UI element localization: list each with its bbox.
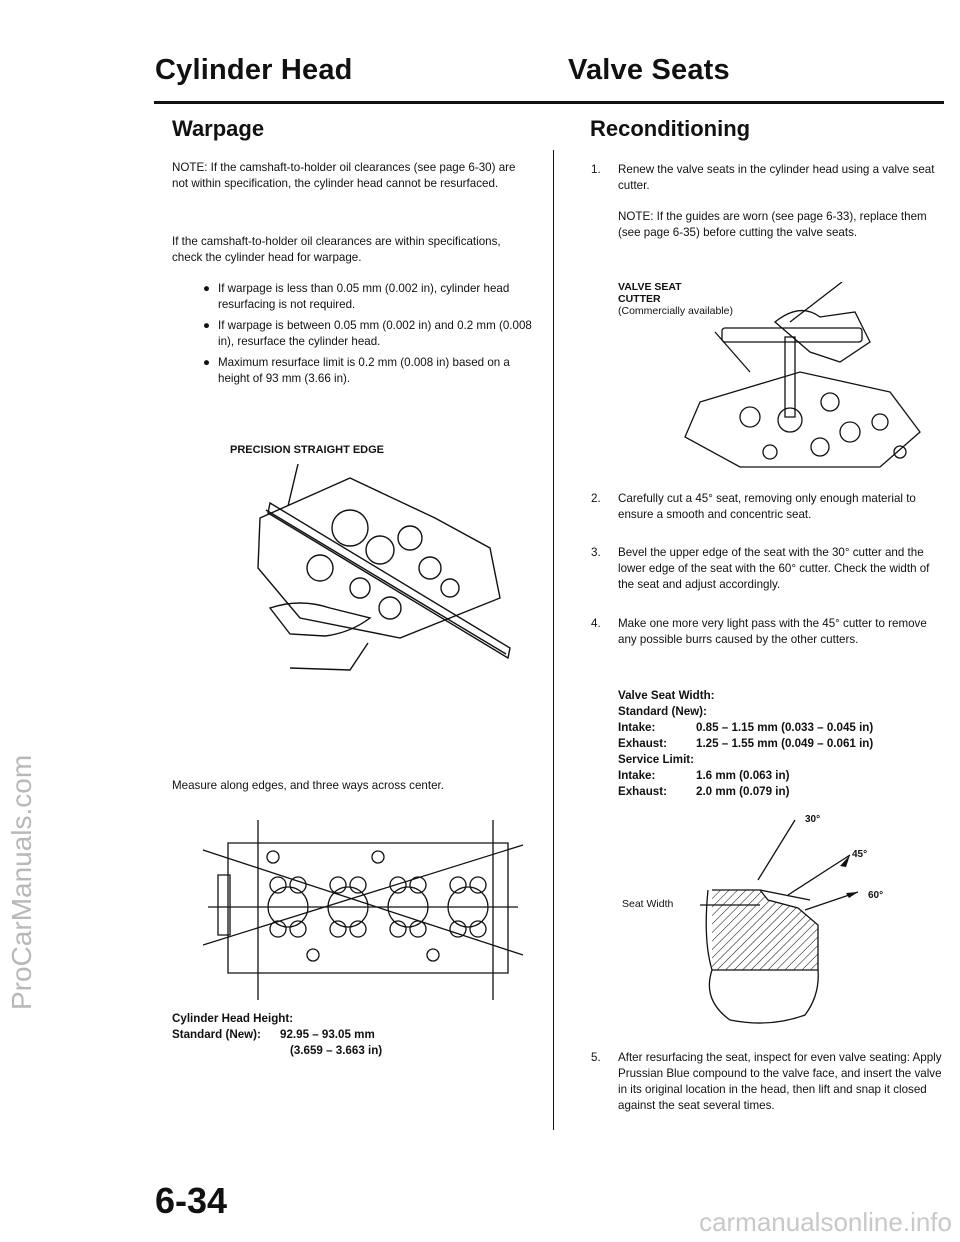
spec-row — [618, 736, 942, 752]
column-divider — [553, 150, 554, 1130]
bullet-dot: ● — [203, 282, 211, 295]
spec-row — [618, 720, 942, 736]
spec-value: 0.85 – 1.15 mm (0.033 – 0.045 in) — [696, 721, 874, 734]
bullet-dot: ● — [203, 319, 211, 332]
step-text: Carefully cut a 45° seat, removing only enough material to ensure a smooth and concentric seat. — [618, 492, 916, 521]
watermark-bottom: carmanualsonline.info — [699, 1207, 952, 1237]
seat-width-label: Seat Width — [622, 898, 674, 910]
angle-label-30: 30° — [805, 814, 821, 825]
spec-key: Exhaust: — [618, 737, 667, 750]
warpage-note: NOTE: If the camshaft-to-holder oil clearances (see page 6-30) are not within specification, the cylinder head cannot be resurfaced. — [172, 161, 516, 190]
spec-row — [618, 784, 942, 800]
seat-angle-figure — [700, 800, 880, 1035]
bullet-item: ● If warpage is less than 0.05 mm (0.002 in), cylinder head resurfacing is not required. — [203, 282, 510, 311]
spec-row — [618, 768, 942, 784]
step-text: Make one more very light pass with the 45° cutter to remove any possible burrs caused by the other cutters. — [618, 617, 927, 646]
spec-key: Exhaust: — [618, 785, 667, 798]
valve-seat-cutter-figure — [680, 282, 942, 477]
height-std-value-in: (3.659 – 3.663 in) — [290, 1044, 383, 1057]
step-number: 1. — [591, 163, 601, 176]
spec-std-label: Standard (New): — [618, 705, 707, 718]
cylinder-head-top-figure — [198, 815, 528, 1005]
step-item — [591, 616, 942, 648]
height-std-value: 92.95 – 93.05 mm — [280, 1028, 375, 1041]
bullet-dot: ● — [203, 356, 211, 369]
cutter-label-2: CUTTER — [618, 293, 661, 305]
spec-value: 2.0 mm (0.079 in) — [696, 785, 790, 798]
spec-key: Intake: — [618, 769, 656, 782]
cutter-label-3: (Commercially available) — [618, 305, 733, 317]
page-number: 6-34 — [155, 1180, 228, 1221]
step-text: Bevel the upper edge of the seat with the 30° cutter and the lower edge of the seat with the 60° cutter. Check the width of the seat and adjust accordingly. — [618, 546, 930, 591]
step-number: 4. — [591, 617, 601, 630]
warpage-intro: If the camshaft-to-holder oil clearances are within specifications, check the cylinder head for warpage. — [172, 235, 501, 264]
step-item — [591, 545, 942, 593]
straight-edge-label: PRECISION STRAIGHT EDGE — [230, 444, 385, 456]
step-item — [591, 491, 942, 523]
step-item — [591, 162, 942, 194]
bullet-item: ● If warpage is between 0.05 mm (0.002 in) and 0.2 mm (0.008 in), resurface the cylinder head. — [203, 319, 532, 348]
spec-value: 1.25 – 1.55 mm (0.049 – 0.061 in) — [696, 737, 874, 750]
section-title-warpage: Warpage — [172, 116, 265, 141]
cutter-label-1: VALVE SEAT — [618, 281, 682, 293]
header-left-title: Cylinder Head — [155, 54, 353, 86]
step-item — [591, 1050, 942, 1114]
height-std-label: Standard (New): — [172, 1028, 261, 1041]
header-rule — [154, 101, 944, 104]
step-number: 3. — [591, 546, 601, 559]
step1-note: NOTE: If the guides are worn (see page 6-33), replace them (see page 6-35) before cutting the valve seats. — [618, 210, 927, 239]
step-text: After resurfacing the seat, inspect for even valve seating: Apply Prussian Blue compound to the valve face, and insert the valve in its original location in the head, then lift and snap it closed against the seat several times. — [618, 1051, 942, 1112]
valve-seat-spec — [618, 688, 942, 800]
angle-label-45: 45° — [852, 849, 868, 860]
angle-label-60: 60° — [868, 890, 884, 901]
step-number: 2. — [591, 492, 601, 505]
straight-edge-figure — [230, 458, 530, 688]
step-text: Renew the valve seats in the cylinder head using a valve seat cutter. — [618, 163, 935, 192]
height-title: Cylinder Head Height: — [172, 1012, 294, 1025]
fig1-caption: Measure along edges, and three ways across center. — [172, 779, 444, 792]
spec-value: 1.6 mm (0.063 in) — [696, 769, 790, 782]
section-title-reconditioning: Reconditioning — [590, 116, 751, 141]
spec-title: Valve Seat Width: — [618, 689, 715, 702]
watermark-left: ProCarManuals.com — [6, 754, 37, 1010]
step-number: 5. — [591, 1051, 601, 1064]
bullet-item: ● Maximum resurface limit is 0.2 mm (0.008 in) based on a height of 93 mm (3.66 in). — [203, 356, 510, 385]
header-right-title: Valve Seats — [568, 54, 730, 86]
spec-limit-label: Service Limit: — [618, 753, 695, 766]
spec-key: Intake: — [618, 721, 656, 734]
